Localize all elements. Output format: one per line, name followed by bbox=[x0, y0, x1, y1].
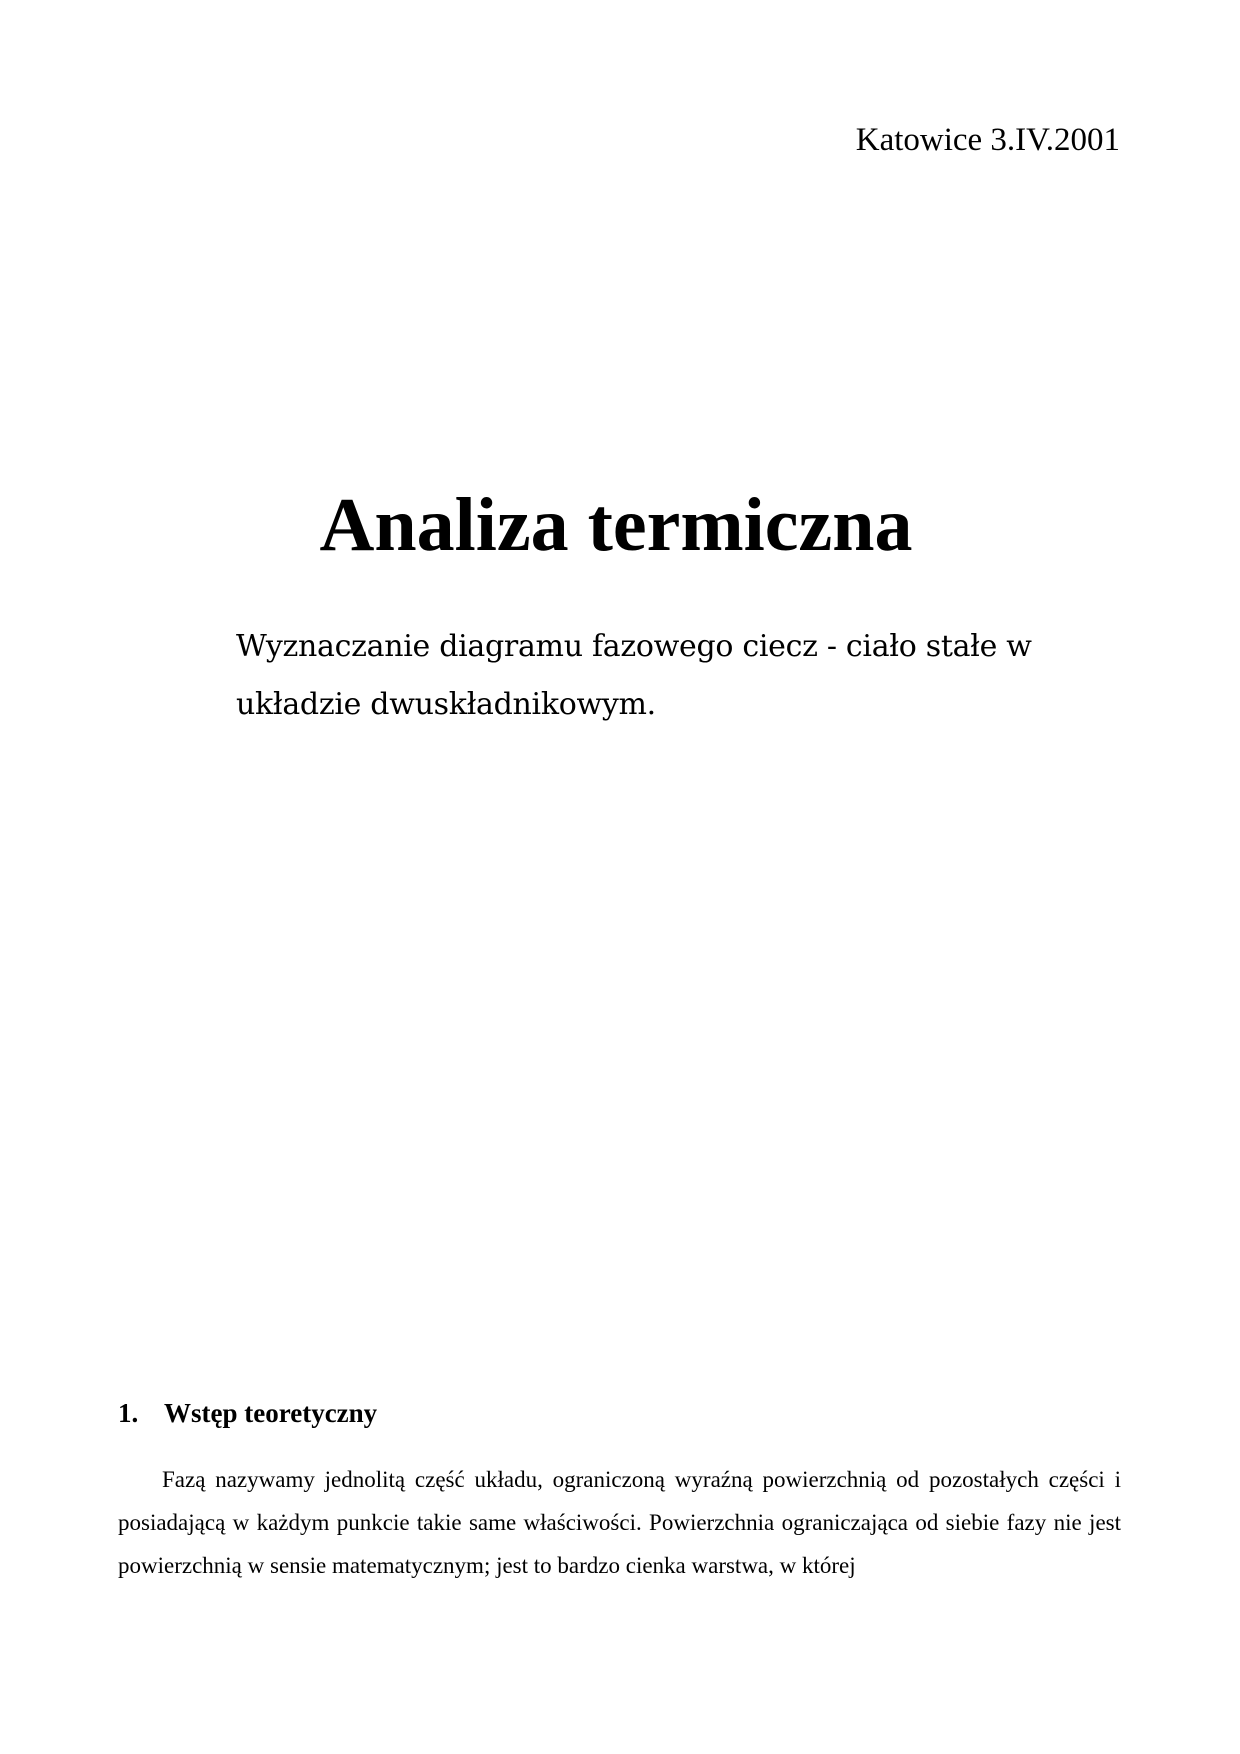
section-heading bbox=[118, 1396, 377, 1430]
place-and-date: Katowice 3.IV.2001 bbox=[855, 122, 1120, 158]
section-number: 1. bbox=[118, 1398, 139, 1428]
document-title bbox=[0, 480, 1240, 570]
section-title: Wstęp teoretyczny bbox=[164, 1398, 378, 1428]
document-subtitle: Wyznaczanie diagramu fazowego ciecz - ciało stałe w układzie dwuskładnikowym. bbox=[236, 629, 1032, 722]
section-paragraph: Fazą nazywamy jednolitą część układu, ograniczoną wyraźną powierzchnią od pozostałych części i posiadającą w każdym punkcie takie same właściwości. Powierzchnia ograniczająca od siebie fazy nie jest powierzchnią w sensie matematycznym; jest to bardzo cienka warstwa, w której bbox=[118, 1467, 1121, 1578]
document-title-text: Analiza termiczna bbox=[319, 483, 913, 567]
